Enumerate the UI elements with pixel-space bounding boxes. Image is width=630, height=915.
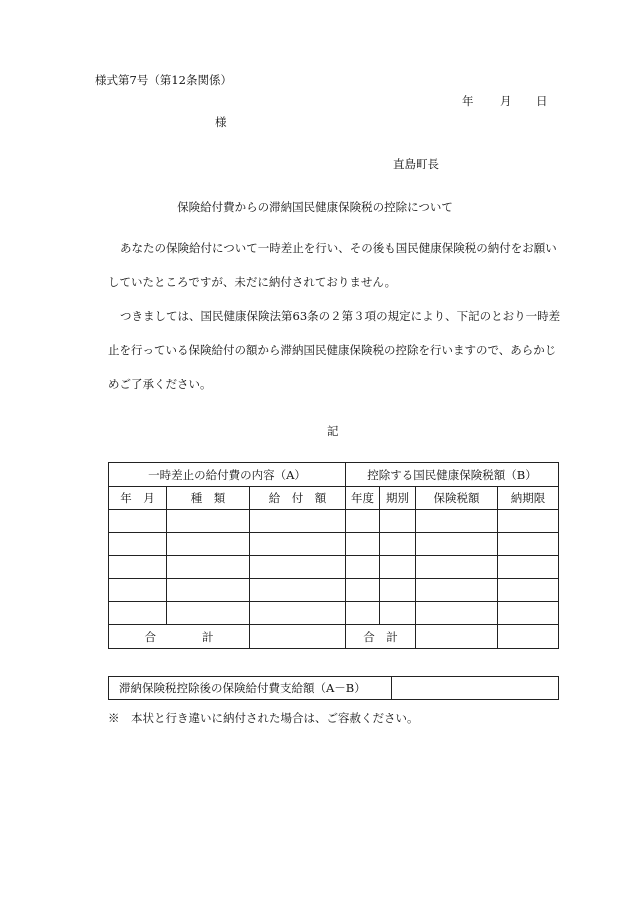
table-row <box>109 533 559 556</box>
total-row <box>109 625 559 649</box>
col-period: 期別 <box>380 487 416 510</box>
body-line: つきましては、国民健康保険法第63条の２第３項の規定により、下記のとおり一時差 <box>120 309 561 323</box>
deduction-table <box>108 462 559 649</box>
body-paragraph-2 <box>108 305 578 395</box>
addressee: 様 <box>215 115 227 129</box>
date-month: 月 <box>500 94 512 108</box>
note: ※ 本状と行き違いに納付された場合は、ご容赦ください。 <box>108 711 419 725</box>
group-a-header: 一時差止の給付費の内容（A） <box>109 463 346 487</box>
body-line: めご了承ください。 <box>108 377 212 391</box>
total-a-label: 合 計 <box>109 625 250 649</box>
table-row <box>109 556 559 579</box>
summary-value <box>392 677 559 700</box>
table-row <box>109 602 559 625</box>
summary-table <box>108 676 559 700</box>
col-fiscal-year: 年度 <box>346 487 380 510</box>
body-line: していたところですが、未だに納付されておりません。 <box>108 275 397 289</box>
table-row <box>109 510 559 533</box>
table-row <box>109 579 559 602</box>
total-b-label: 合 計 <box>346 625 416 649</box>
col-due-date: 納期限 <box>498 487 559 510</box>
body-line: あなたの保険給付について一時差止を行い、その後も国民健康保険税の納付をお願い <box>120 241 557 255</box>
col-type: 種 類 <box>167 487 250 510</box>
date-year: 年 <box>462 94 474 108</box>
col-tax-amount: 保険税額 <box>416 487 498 510</box>
sender: 直島町長 <box>393 157 439 171</box>
date-day: 日 <box>536 94 548 108</box>
form-number: 様式第7号（第12条関係） <box>95 73 232 87</box>
body-line: 止を行っている保険給付の額から滞納国民健康保険税の控除を行いますので、あらかじ <box>108 343 557 357</box>
group-b-header: 控除する国民健康保険税額（B） <box>346 463 559 487</box>
document-title: 保険給付費からの滞納国民健康保険税の控除について <box>177 200 453 214</box>
summary-label: 滞納保険税控除後の保険給付費支給額（A－B） <box>109 677 392 700</box>
col-amount: 給 付 額 <box>250 487 346 510</box>
ki-heading: 記 <box>327 424 339 438</box>
col-year-month: 年 月 <box>109 487 167 510</box>
body-paragraph-1 <box>108 237 578 293</box>
